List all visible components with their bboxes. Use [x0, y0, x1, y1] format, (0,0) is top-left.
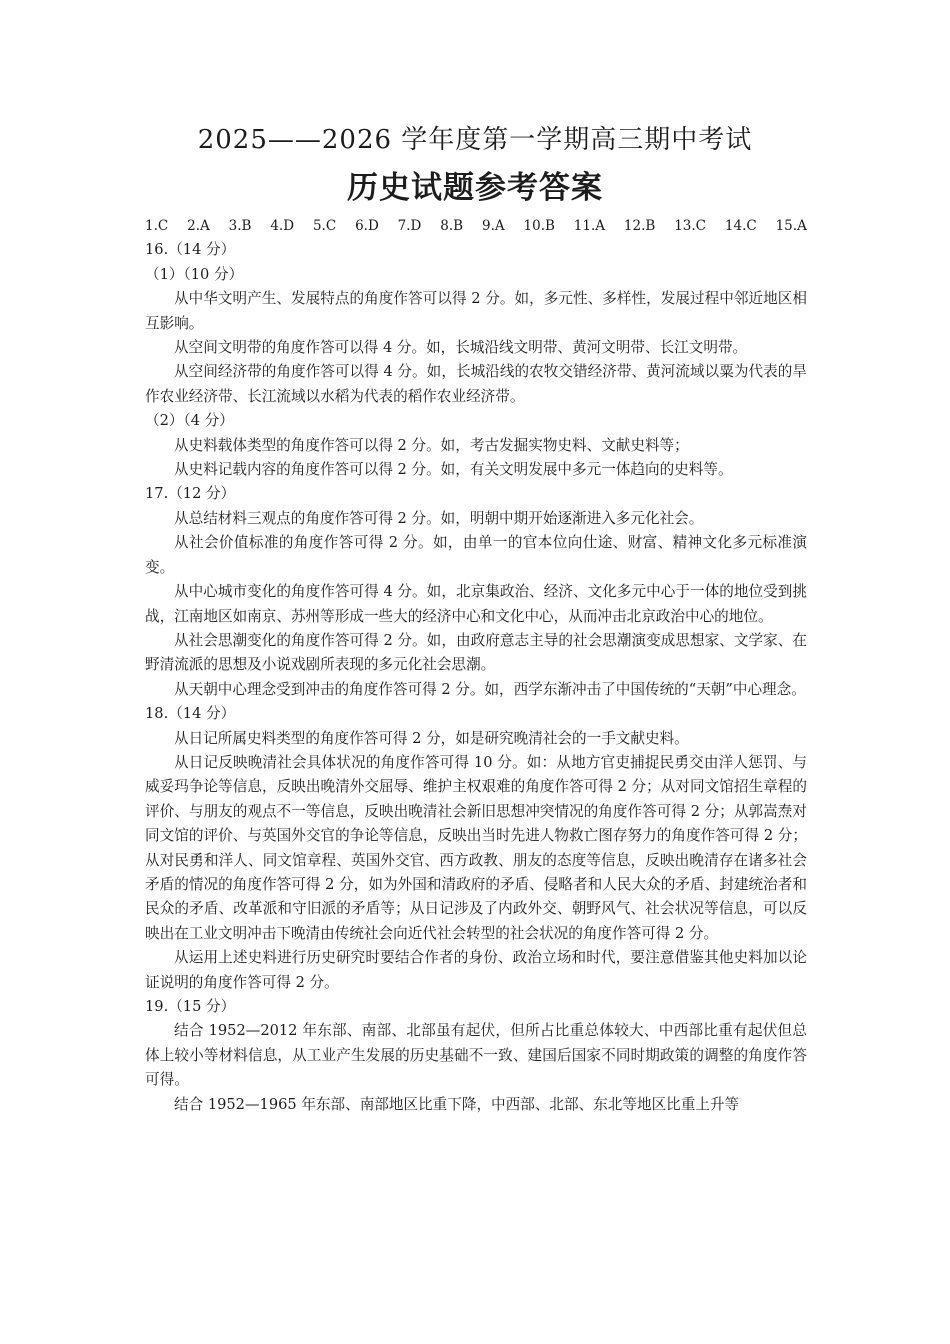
answer-item: 13.C: [674, 218, 706, 234]
answer-item: 8.B: [440, 218, 464, 234]
answer-item: 6.D: [355, 218, 379, 234]
q17-paragraph: 从社会价值标准的角度作答可得 2 分。如，由单一的官本位向仕途、财富、精神文化多元标准演变。: [145, 534, 807, 576]
q19-paragraph: 结合 1952—2012 年东部、南部、北部虽有起伏，但所占比重总体较大、中西部比重有起伏但总体上较小等材料信息，从工业产生发展的历史基础不一致、建国后国家不同时期政策的调整的角度作答可得。: [145, 1022, 807, 1089]
answer-item: 3.B: [228, 218, 252, 234]
answer-item: 15.A: [775, 218, 807, 234]
answer-item: 12.B: [623, 218, 656, 234]
answer-item: 1.C: [145, 218, 169, 234]
q18-paragraph: 从日记反映晚清社会具体状况的角度作答可得 10 分。如：从地方官吏捕捉民勇交由洋人惩罚、与威妥玛争论等信息，反映出晚清外交屈辱、维护主权艰难的角度作答可得 2 分；从对同文馆招生章程的评价、与朋友的观点不一等信息，反映出晚清社会新旧思想冲突情况的角度作答可得 2 分；从郭嵩焘对同文馆的评价、与英国外交官的争论等信息，反映出当时先进人物救亡图存努力的角度作答可得 2 分；从对民勇和洋人、同文馆章程、英国外交官、西方政教、朋友的态度等信息，反映出晚清存在诸多社会矛盾的情况的角度作答可得 2 分，如为外国和清政府的矛盾、侵略者和人民大众的矛盾、封建统治者和民众的矛盾、改革派和守旧派的矛盾等；从日记涉及了内政外交、朝野风气、社会状况等信息，可以反映出在工业文明冲击下晚清由传统社会向近代社会转型的社会状况的角度作答可得 2 分。: [145, 753, 807, 942]
answer-item: 11.A: [573, 218, 606, 234]
answer-item: 10.B: [523, 218, 555, 234]
q17-paragraph: 从中心城市变化的角度作答可得 4 分。如，北京集政治、经济、文化多元中心于一体的地位受到挑战，江南地区如南京、苏州等形成一些大的经济中心和文化中心，从而冲击北京政治中心的地位。: [145, 583, 807, 625]
answer-item: 14.C: [724, 218, 757, 234]
q16-paragraph: 从空间经济带的角度作答可以得 4 分。如，长城沿线的农牧交错经济带、黄河流域以粟为代表的旱作农业经济带、长江流域以水稻为代表的稻作农业经济带。: [145, 363, 807, 405]
q17-paragraph: 从社会思潮变化的角度作答可得 2 分。如，由政府意志主导的社会思潮演变成思想家、文学家、在野清流派的思想及小说戏剧所表现的多元化社会思潮。: [145, 631, 807, 674]
multiple-choice-answers: [145, 214, 807, 238]
q16-part1-heading: （1）（10 分）: [145, 265, 244, 283]
answer-content: [145, 214, 807, 1117]
answer-item: 5.C: [312, 218, 337, 234]
q19-paragraph: 结合 1952—1965 年东部、南部地区比重下降，中西部、北部、东北等地区比重上升等: [174, 1095, 740, 1113]
q16-part2-heading: （2）（4 分）: [145, 412, 234, 430]
q16-heading: 16.（14 分）: [145, 241, 236, 259]
answer-item: 4.D: [270, 218, 295, 234]
q17-paragraph: 从总结材料三观点的角度作答可得 2 分。如，明朝中期开始逐渐进入多元化社会。: [174, 509, 704, 527]
q18-paragraph: 从日记所属史料类型的角度作答可得 2 分，如是研究晚清社会的一手文献史料。: [174, 729, 689, 747]
q17-heading: 17.（12 分）: [145, 485, 236, 503]
q16-paragraph: 从空间文明带的角度作答可以得 4 分。如，长城沿线文明带、黄河文明带、长江文明带。: [174, 339, 748, 357]
q16-paragraph: 从史料记载内容的角度作答可以得 2 分。如，有关文明发展中多元一体趋向的史料等。: [174, 461, 733, 479]
q18-heading: 18.（14 分）: [145, 705, 236, 723]
q18-paragraph: 从运用上述史料进行历史研究时要结合作者的身份、政治立场和时代，要注意借鉴其他史料加以论证说明的角度作答可得 2 分。: [145, 949, 807, 991]
exam-subtitle: 历史试题参考答案: [347, 170, 603, 206]
answer-item: 9.A: [481, 218, 505, 234]
answer-item: 7.D: [397, 218, 422, 234]
answer-item: 2.A: [187, 218, 210, 234]
q19-heading: 19.（15 分）: [145, 998, 236, 1015]
q16-paragraph: 从史料载体类型的角度作答可以得 2 分。如，考古发掘实物史料、文献史料等；: [174, 436, 689, 454]
q17-paragraph: 从天朝中心理念受到冲击的角度作答可得 2 分。如，西学东渐冲击了中国传统的“天朝”中心理念。: [174, 680, 806, 698]
exam-title: 2025——2026 学年度第一学期高三期中考试: [197, 125, 753, 155]
q16-paragraph: 从中华文明产生、发展特点的角度作答可以得 2 分。如，多元性、多样性，发展过程中邻近地区相互影响。: [145, 290, 807, 332]
